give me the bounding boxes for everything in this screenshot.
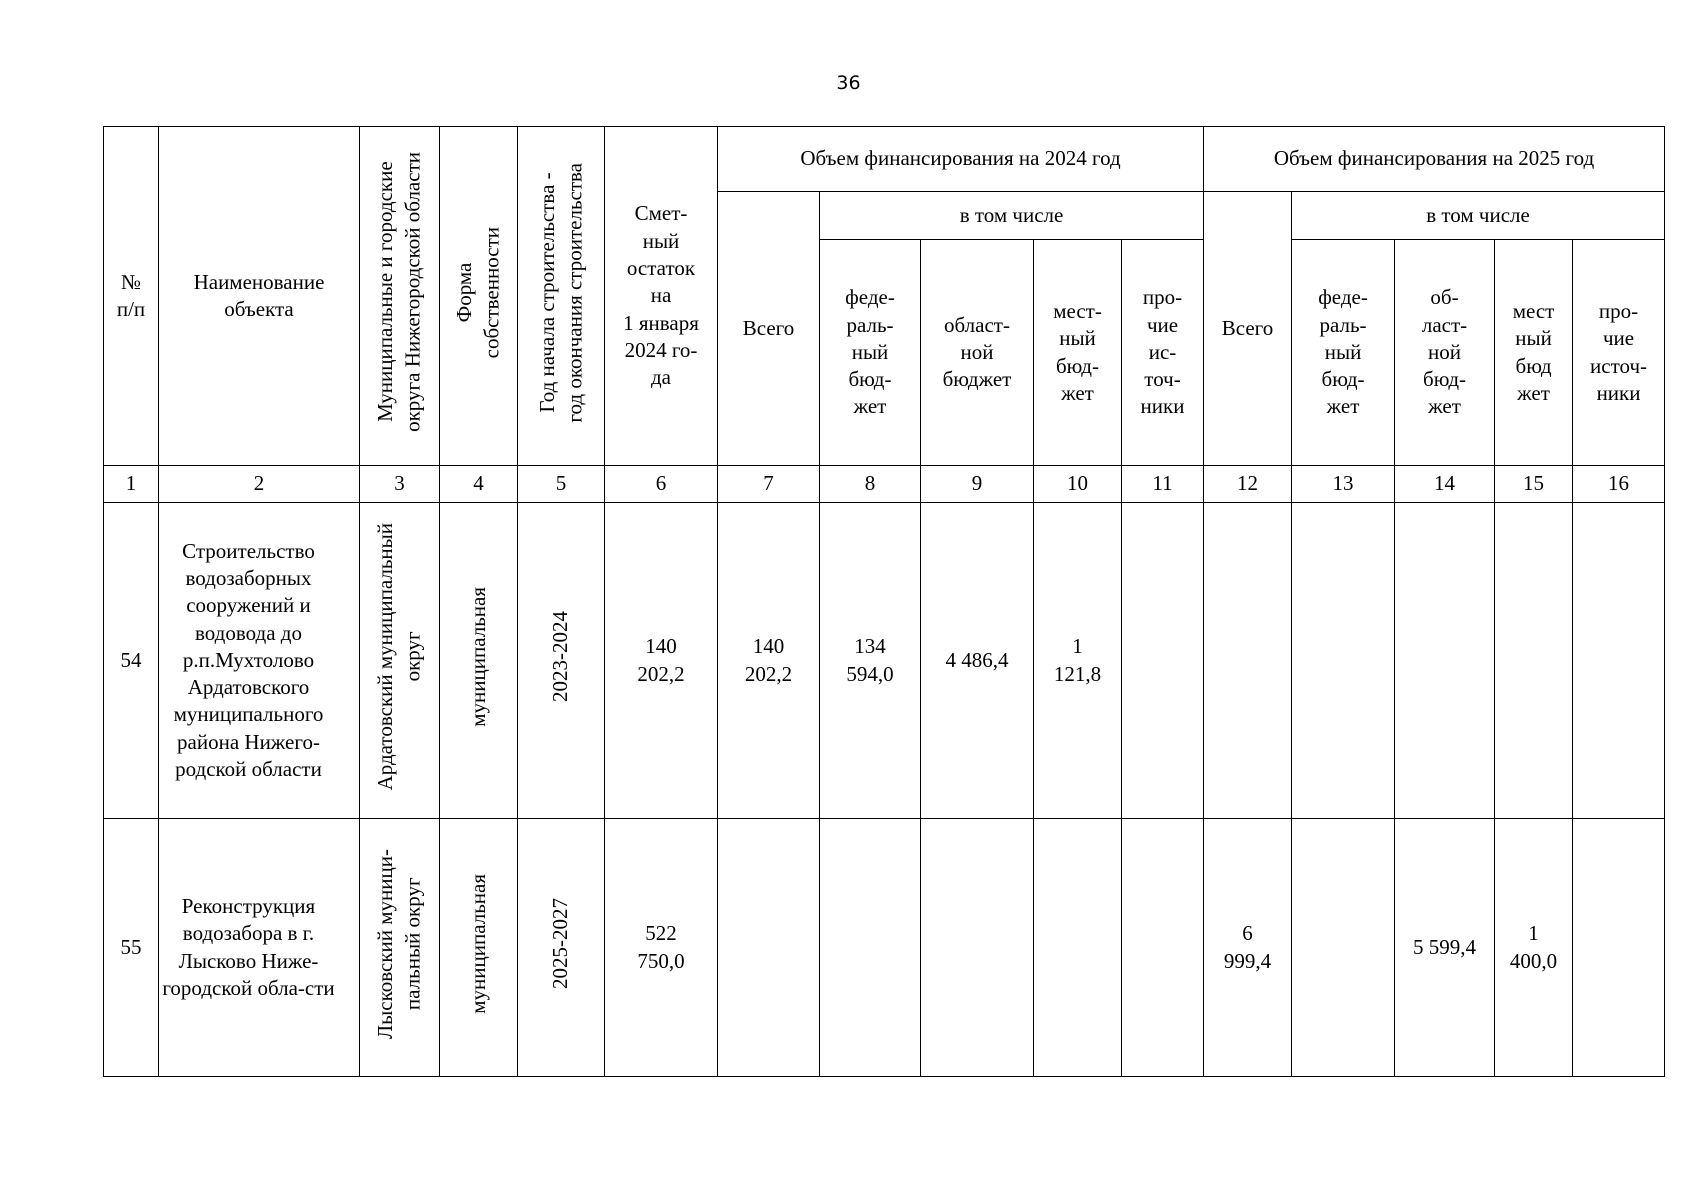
row-local-2025 [1495,503,1573,819]
row-years: 2023-2024 [548,611,573,703]
column-number: 11 [1122,466,1204,503]
row-regional-2025 [1395,503,1495,819]
header-total-2025: Всего [1204,192,1292,466]
column-number-row [104,466,1665,503]
row-years: 2025-2027 [548,898,573,990]
row-ownership: муниципальная [465,586,490,727]
row-local-2025: 1 400,0 [1495,819,1573,1077]
header-total-2024: Всего [718,192,820,466]
row-district-cell [360,819,440,1077]
row-name: Строительство водозаборных сооружений и водовода до р.п.Мухтолово Ардатовского муниципального района Нижего-родской области [173,538,324,782]
header-federal-2025: феде- раль- ный бюд- жет [1292,240,1395,466]
header-federal-2024: феде- раль- ный бюд- жет [820,240,921,466]
header-regional-2025: об- ласт- ной бюд- жет [1395,240,1495,466]
row-district-cell [360,503,440,819]
column-number: 3 [360,466,440,503]
row-federal-2024: 134 594,0 [820,503,921,819]
row-other-2025 [1573,819,1665,1077]
investment-table [103,126,1665,1077]
row-federal-2025 [1292,819,1395,1077]
header-local-2025: мест ный бюд жет [1495,240,1573,466]
row-name-cell [159,819,360,1077]
row-regional-2024: 4 486,4 [921,503,1034,819]
row-total-2025 [1204,503,1292,819]
header-ownership-cell [440,127,518,466]
column-number: 2 [159,466,360,503]
row-local-2024 [1034,819,1122,1077]
header-other-2024: про- чие ис- точ- ники [1122,240,1204,466]
column-number: 13 [1292,466,1395,503]
row-balance: 140 202,2 [605,503,718,819]
header-local-2024: мест- ный бюд- жет [1034,240,1122,466]
row-other-2024 [1122,503,1204,819]
page-number: 36 [836,72,861,94]
row-ownership: муниципальная [465,873,490,1014]
header-years-cell [518,127,605,466]
column-number: 7 [718,466,820,503]
row-total-2024: 140 202,2 [718,503,820,819]
row-balance: 522 750,0 [605,819,718,1077]
header-balance: Смет- ный остаток на 1 января 2024 го- да [605,127,718,466]
column-number: 1 [104,466,159,503]
column-number: 4 [440,466,518,503]
row-years-cell [518,819,605,1077]
header-years: Год начала строительства - год окончания строительства [534,162,586,423]
column-number: 16 [1573,466,1665,503]
header-no: № п/п [104,127,159,466]
column-number: 12 [1204,466,1292,503]
header-name: Наименование объекта [159,127,360,466]
row-district: Лысковский муници- пальный округ [373,848,425,1039]
column-number: 15 [1495,466,1573,503]
column-number: 5 [518,466,605,503]
row-total-2024 [718,819,820,1077]
row-other-2025 [1573,503,1665,819]
table-row [104,819,1665,1077]
header-ownership: Форма собственности [452,226,504,359]
header-incl-2025: в том числе [1292,192,1665,240]
column-number: 14 [1395,466,1495,503]
row-ownership-cell [440,503,518,819]
column-number: 6 [605,466,718,503]
header-group-2025: Объем финансирования на 2025 год [1204,127,1665,192]
row-federal-2025 [1292,503,1395,819]
row-regional-2024 [921,819,1034,1077]
header-row-1 [104,127,1665,192]
row-no: 55 [104,819,159,1077]
row-no: 54 [104,503,159,819]
header-district-cell [360,127,440,466]
row-name-cell [159,503,360,819]
column-number: 9 [921,466,1034,503]
header-other-2025: про- чие источ- ники [1573,240,1665,466]
row-federal-2024 [820,819,921,1077]
row-total-2025: 6 999,4 [1204,819,1292,1077]
row-ownership-cell [440,819,518,1077]
row-name: Реконструкция водозабора в г. Лысково Ниже-городской обла-сти [162,893,335,1000]
row-regional-2025: 5 599,4 [1395,819,1495,1077]
header-district: Муниципальные и городские округа Нижегородской области [373,152,425,433]
table-row [104,503,1665,819]
header-group-2024: Объем финансирования на 2024 год [718,127,1204,192]
row-district: Ардатовский муниципальный округ [373,523,425,791]
row-years-cell [518,503,605,819]
row-local-2024: 1 121,8 [1034,503,1122,819]
column-number: 8 [820,466,921,503]
column-number: 10 [1034,466,1122,503]
header-regional-2024: област- ной бюджет [921,240,1034,466]
row-other-2024 [1122,819,1204,1077]
header-incl-2024: в том числе [820,192,1204,240]
